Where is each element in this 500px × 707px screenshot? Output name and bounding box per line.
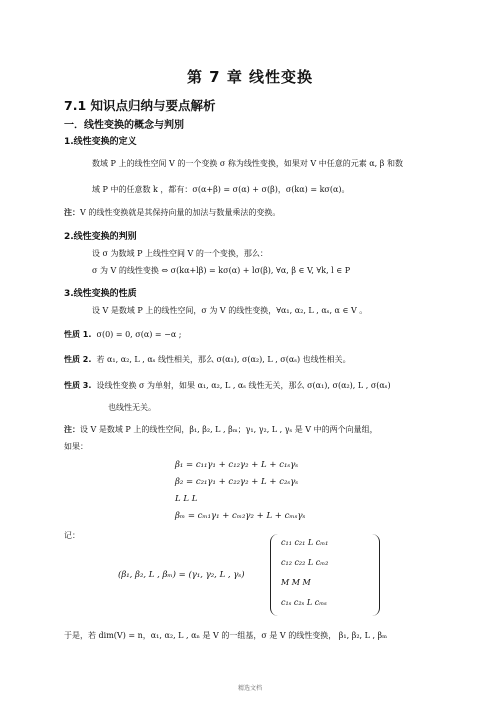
note-2-text: 设 V 是数域 P 上的线性空间，β₁, β₂, L , βₘ；γ₁, γ₂, L , γₛ 是 V 中的两个向量组， — [80, 425, 378, 434]
equation-1: β₁ = c₁₁γ₁ + c₁₂γ₂ + L + c₁ₛγₛ — [175, 460, 299, 470]
property-intro: 设 V 是数域 P 上的线性空间，σ 为 V 的线性变换，∀α₁, α₂, L , αₛ, α ∈ V 。 — [92, 306, 368, 315]
last-line: 于是，若 dim(V) = n，α₁, α₂, L , αₙ 是 V 的一组基，σ 是 V 的线性变换， β₁, β₂, L , βₘ — [64, 631, 388, 640]
note-2-label: 注： — [64, 425, 80, 434]
property-2-label: 性质 2. — [64, 355, 92, 364]
equation-2: β₂ = c₂₁γ₁ + c₂₂γ₂ + L + c₂ₛγₛ — [175, 477, 299, 487]
definition-heading: 1.线性变换的定义 — [64, 137, 137, 147]
judgement-heading: 2.线性变换的判别 — [64, 232, 137, 242]
matrix-row-2: c₁₂ c₂₂ L cₘ₂ — [281, 558, 329, 567]
note-text: V 的线性变换就是其保持向量的加法与数量乘法的变换。 — [80, 208, 281, 217]
matrix-row-4: c₁ₛ c₂ₛ L cₘₛ — [281, 598, 327, 607]
property-3 — [64, 380, 391, 391]
footer: 精选文档 — [237, 685, 262, 692]
property-1-label: 性质 1. — [64, 330, 92, 339]
property-3-text: 设线性变换 σ 为单射，如果 α₁, α₂, L , αₛ 线性无关，那么 σ(α₁), σ(α₂), L , σ(αₛ) — [96, 381, 391, 390]
equation-4: βₘ = cₘ₁γ₁ + cₘ₂γ₂ + L + cₘₛγₛ — [175, 511, 306, 521]
notation-label: 记： — [64, 531, 80, 540]
definition-line-1: 数域 P 上的线性空间 V 的一个变换 σ 称为线性变换，如果对 V 中任意的元素 α, β 和数 — [92, 159, 403, 168]
coefficient-matrix — [270, 534, 380, 616]
note-label: 注： — [64, 208, 80, 217]
property-2 — [64, 354, 351, 365]
property-3-continued: 也线性无关。 — [108, 403, 156, 412]
matrix-lhs: (β₁, β₂, L , βₘ) = (γ₁, γ₂, L , γₛ) — [118, 570, 245, 580]
equation-3: L L L — [175, 494, 198, 504]
property-1 — [64, 329, 181, 340]
property-3-label: 性质 3. — [64, 381, 92, 390]
judgement-line-1: 设 σ 为数域 P 上线性空间 V 的一个变换，那么： — [92, 249, 268, 258]
property-1-text: σ(0) = 0, σ(α) = −α ; — [96, 330, 182, 339]
definition-line-2: 域 P 中的任意数 k ，都有：σ(α+β) = σ(α) + σ(β)，σ(kα) = kσ(α)。 — [92, 185, 350, 194]
note-1 — [64, 207, 280, 218]
judgement-line-2: σ 为 V 的线性变换 ⇔ σ(kα+lβ) = kσ(α) + lσ(β), ∀α, β ∈ V, ∀k, l ∈ P — [92, 266, 351, 275]
subsection-heading: 一．线性变换的概念与判別 — [64, 120, 184, 131]
matrix-row-1: c₁₁ c₂₁ L cₘ₁ — [281, 538, 329, 547]
section-heading: 7.1 知识点归纳与要点解析 — [64, 98, 216, 113]
note-2 — [64, 424, 378, 435]
matrix-row-3: M M M — [281, 578, 311, 587]
note-2-continued: 如果： — [64, 442, 88, 451]
property-heading: 3.线性变换的性质 — [64, 289, 137, 299]
chapter-title: 第 7 章 线性变换 — [186, 68, 314, 86]
property-2-text: 若 α₁, α₂, L , αₛ 线性相关，那么 σ(α₁), σ(α₂), L , σ(αₛ) 也线性相关。 — [96, 355, 351, 364]
